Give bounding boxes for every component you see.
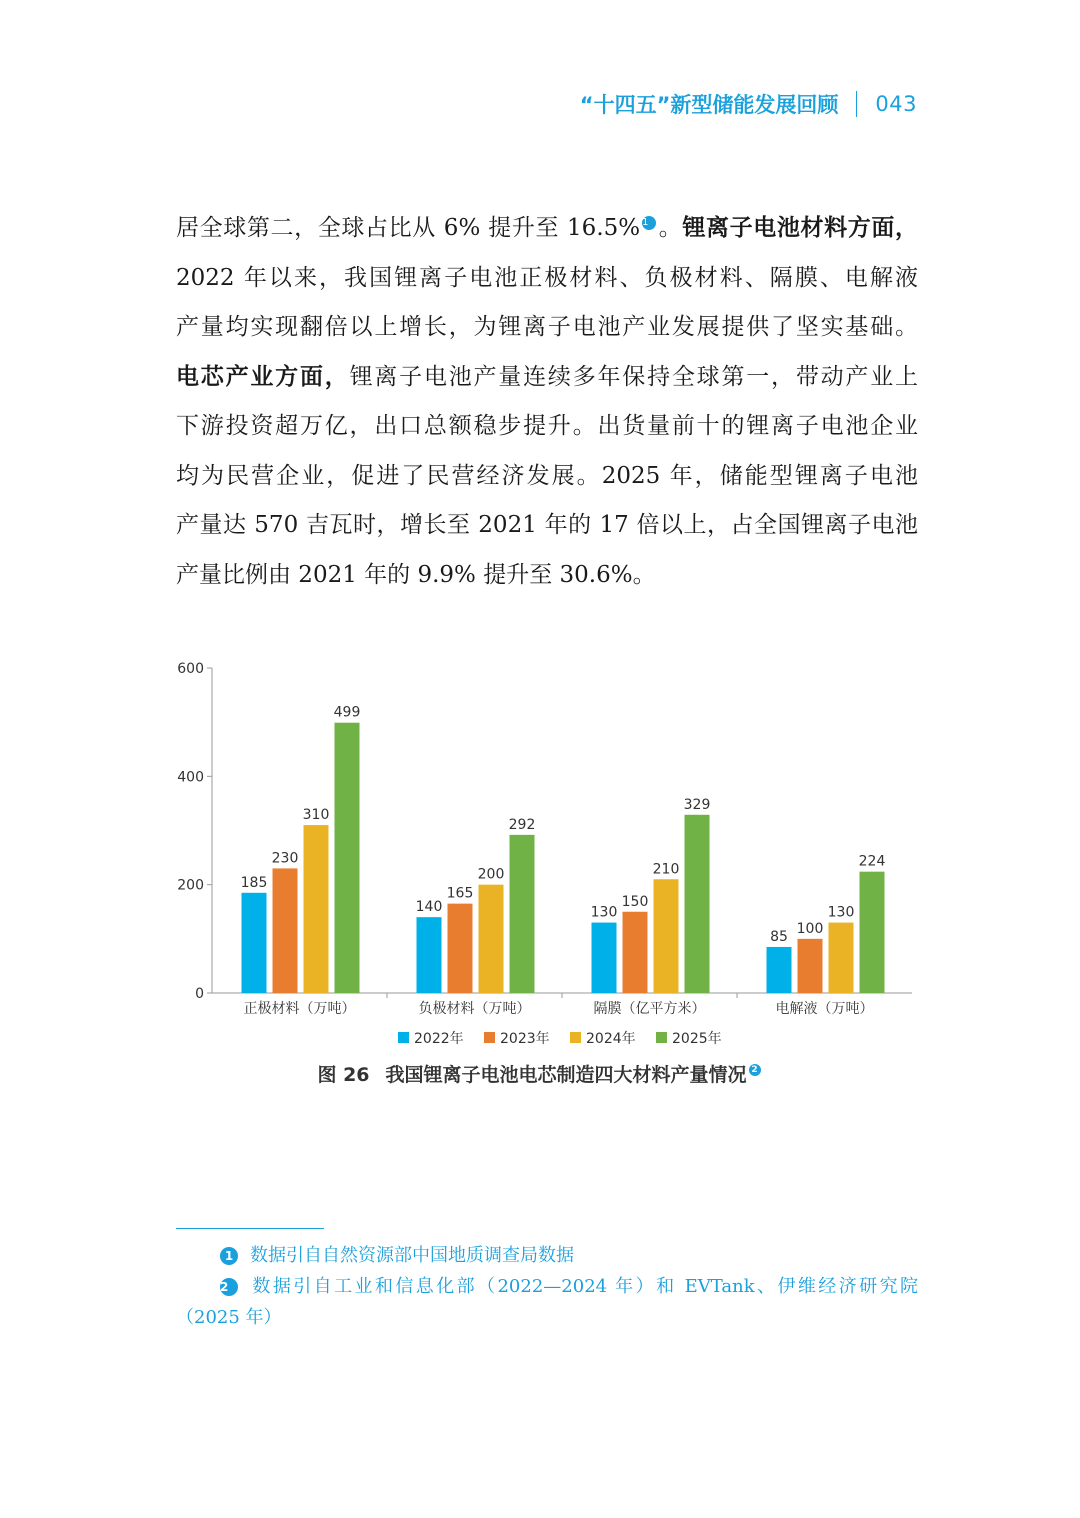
bar — [510, 835, 535, 993]
legend-label: 2024年 — [586, 1031, 636, 1047]
running-header — [580, 88, 917, 120]
legend-label: 2025年 — [672, 1031, 722, 1047]
data-label: 130 — [590, 904, 618, 921]
bar — [448, 904, 473, 993]
x-tick-label: 正极材料（万吨） — [243, 1001, 356, 1017]
data-label: 292 — [508, 816, 536, 833]
footnote-ref-2[interactable]: 2 — [749, 1064, 761, 1076]
bar — [304, 825, 329, 993]
body-line: 居全球第二，全球占比从 6% 提升至 16.5% $^1$ 。锂离子电池材料方面， — [176, 215, 918, 241]
bold-heading-materials: 锂离子电池材料方面， — [682, 215, 918, 241]
bar — [242, 893, 267, 993]
x-tick-label: 负极材料（万吨） — [418, 1001, 531, 1017]
legend-swatch — [484, 1032, 495, 1043]
footnote-marker-2: 2 — [220, 1278, 238, 1296]
bar — [829, 923, 854, 993]
data-label: 329 — [683, 796, 711, 813]
legend-swatch — [398, 1032, 409, 1043]
legend-label: 2023年 — [500, 1031, 550, 1047]
bar — [417, 917, 442, 993]
data-label: 150 — [621, 893, 649, 910]
data-label: 140 — [415, 899, 443, 916]
legend-label: 2022年 — [414, 1031, 464, 1047]
legend-swatch — [656, 1032, 667, 1043]
data-label: 224 — [858, 853, 886, 870]
body-line: 均为民营企业，促进了民营经济发展。2025 年，储能型锂离子电池 — [176, 462, 918, 489]
body-line: 电芯产业方面，锂离子电池产量连续多年保持全球第一，带动产业上 — [176, 363, 919, 390]
bar — [335, 723, 360, 993]
data-label: 185 — [240, 874, 268, 891]
data-label: 130 — [827, 904, 855, 921]
bar — [767, 947, 792, 993]
data-label: 85 — [770, 928, 788, 945]
data-label: 200 — [477, 866, 505, 883]
bar — [860, 872, 885, 993]
body-line: 下游投资超万亿，出口总额稳步提升。出货量前十的锂离子电池企业 — [176, 413, 918, 439]
data-label: 230 — [271, 850, 299, 867]
bar — [592, 923, 617, 993]
footnote-2: 2 数据引自工业和信息化部（2022—2024 年）和 EVTank、伊维经济研究院 — [220, 1276, 918, 1297]
x-tick-label: 隔膜（亿平方米） — [593, 1001, 706, 1017]
y-tick-label: 400 — [177, 769, 204, 786]
page-number: 043 — [875, 92, 917, 116]
body-line: 产量均实现翻倍以上增长，为锂离子电池产业发展提供了坚实基础。 — [176, 314, 918, 340]
footnote-marker-1: 1 — [220, 1247, 238, 1265]
x-tick-label: 电解液（万吨） — [775, 1001, 874, 1017]
footnote-1: 1 数据引自自然资源部中国地质调查局数据 — [176, 1240, 918, 1271]
figure-title: 我国锂离子电池电芯制造四大材料产量情况 — [385, 1064, 747, 1086]
body-line: 产量达 570 吉瓦时，增长至 2021 年的 17 倍以上，占全国锂离子电池 — [176, 512, 918, 538]
bold-heading-cells: 电芯产业方面， — [176, 363, 350, 390]
footnotes — [176, 1240, 918, 1333]
bar — [623, 912, 648, 993]
y-tick-label: 0 — [195, 986, 204, 1002]
data-label: 499 — [333, 704, 361, 721]
bar — [685, 815, 710, 993]
data-label: 310 — [302, 807, 330, 824]
body-line: 2022 年以来，我国锂离子电池正极材料、负极材料、隔膜、电解液 — [176, 264, 918, 291]
data-label: 165 — [446, 885, 474, 902]
body-line: 产量比例由 2021 年的 9.9% 提升至 30.6%。 — [176, 561, 656, 588]
legend-swatch — [570, 1032, 581, 1043]
footnote-ref-1[interactable]: 1 — [642, 216, 656, 230]
body-paragraph — [176, 204, 918, 600]
footnote-divider — [176, 1228, 324, 1229]
y-tick-label: 200 — [177, 877, 204, 894]
bar-chart — [170, 650, 930, 1060]
figure-number: 图 26 — [317, 1064, 370, 1086]
header-title: “十四五”新型储能发展回顾 — [579, 93, 839, 117]
bar — [654, 879, 679, 993]
data-label: 210 — [652, 861, 680, 878]
y-tick-label: 600 — [177, 661, 204, 677]
bar — [273, 868, 298, 993]
footnote-2-continuation: （2025 年） — [176, 1307, 282, 1328]
header-divider — [856, 91, 857, 117]
bar — [479, 885, 504, 993]
data-label: 100 — [796, 920, 824, 937]
bar — [798, 939, 823, 993]
bar-chart-svg — [170, 650, 930, 1060]
figure-caption — [0, 1060, 1080, 1087]
